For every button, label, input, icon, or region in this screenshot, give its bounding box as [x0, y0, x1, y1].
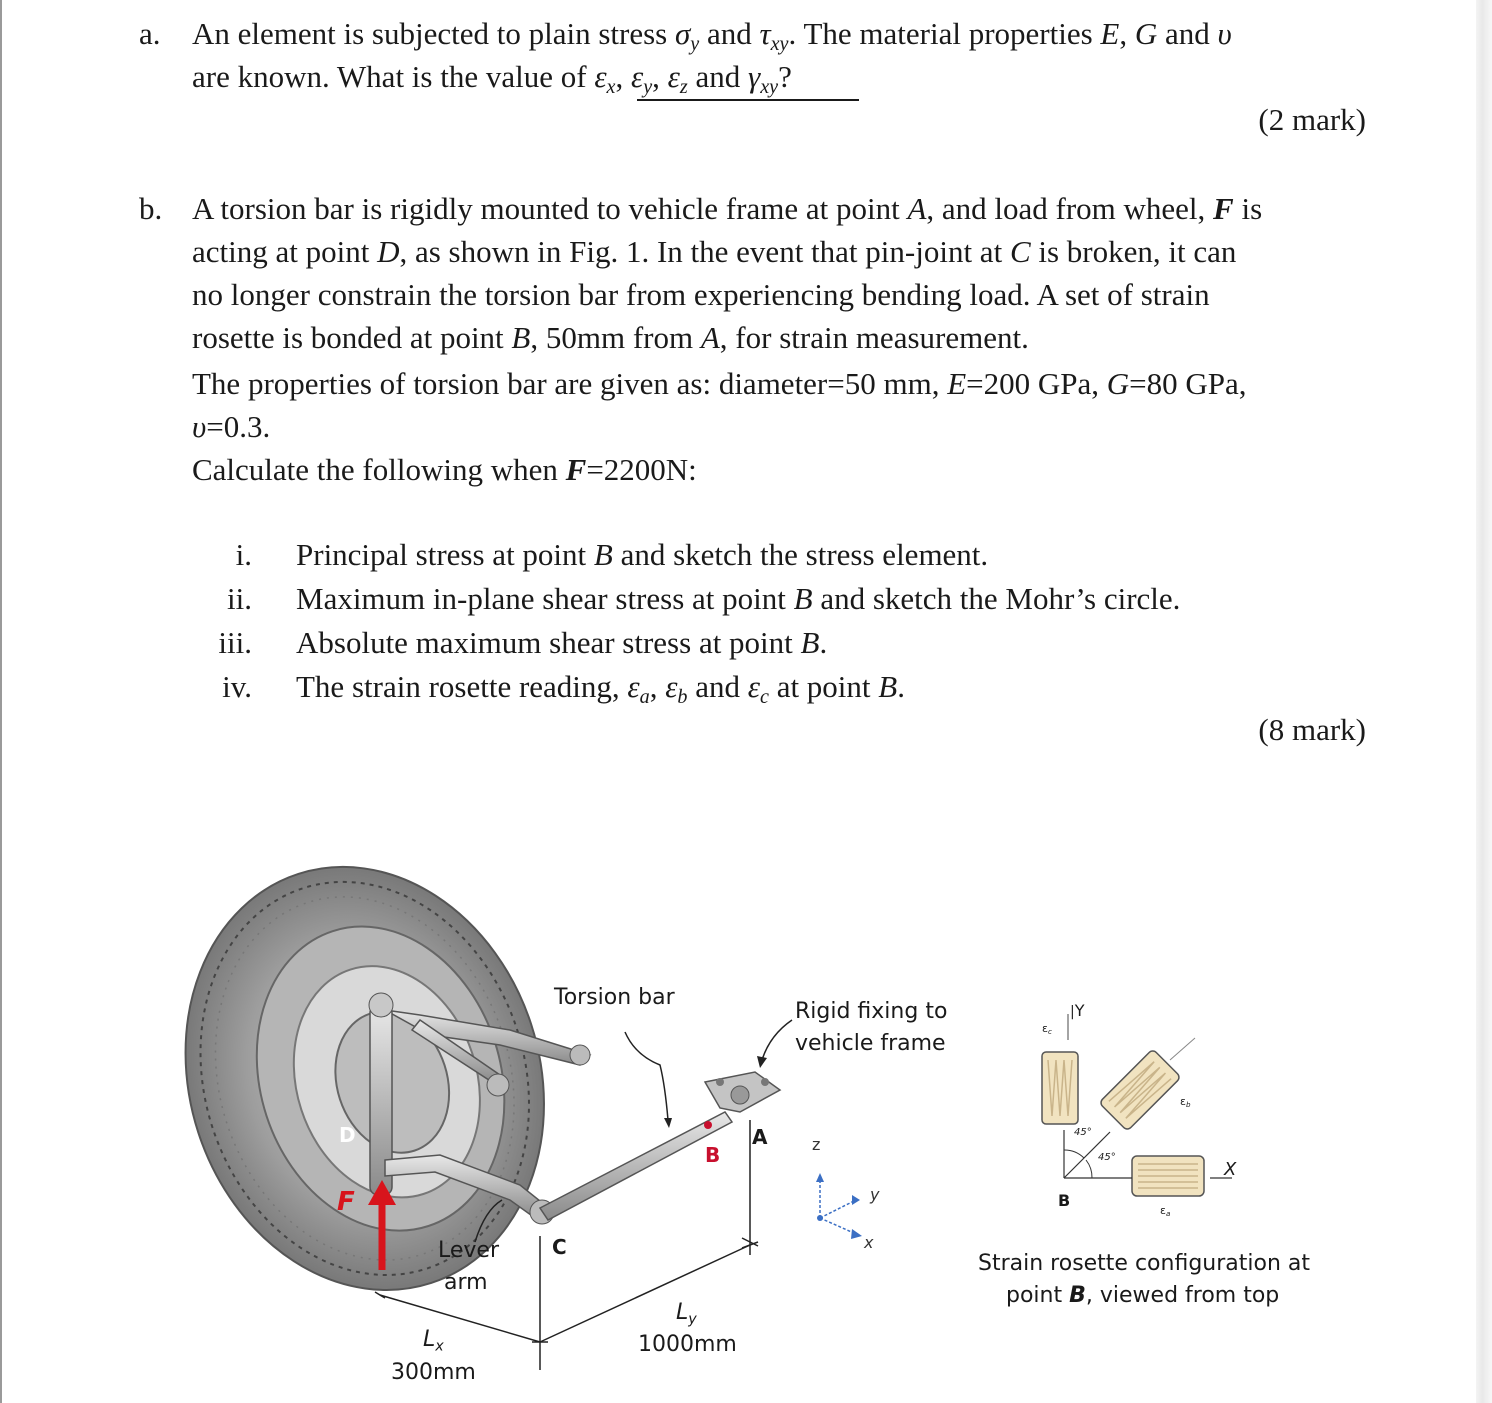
sub-question-iv: iv. The strain rosette reading, $\varepsilon_a$, $\varepsilon_b$ and $\varepsilon_c$ at point B. — [222, 669, 905, 709]
question-b-mark: (8 mark) — [1258, 712, 1366, 747]
page-right-edge — [1476, 0, 1492, 1403]
label-lever: Lever — [438, 1238, 500, 1263]
rosette-label-eb: $\varepsilon_b$ — [1180, 1095, 1191, 1110]
label-arm: arm — [444, 1270, 488, 1295]
rosette-label-ec: $\varepsilon_c$ — [1042, 1022, 1052, 1037]
label-point-c: C — [552, 1235, 567, 1259]
label-point-b: B — [705, 1143, 721, 1167]
question-a-line-2: are known. What is the value of $\varepsilon_x$, $\varepsilon_y$, $\varepsilon_z$ and $\gamma_{xy}$? — [192, 59, 792, 99]
label-axis-z: z — [812, 1135, 821, 1154]
label-lx: $L_x$ — [423, 1327, 444, 1355]
gauge-b — [1099, 1049, 1181, 1131]
strain-rosette-diagram — [1020, 1000, 1260, 1230]
question-b-para-line-4: rosette is bonded at point B, 50mm from A, for strain measurement. — [192, 320, 1029, 355]
coordinate-axes — [816, 1173, 862, 1239]
rosette-point-b: B — [1058, 1191, 1071, 1210]
label-lx-value: 300mm — [391, 1360, 476, 1385]
label-torsion-bar: Torsion bar — [554, 985, 675, 1010]
question-b-para-line-3: no longer constrain the torsion bar from experiencing bending load. A set of strain — [192, 277, 1210, 312]
label-point-a: A — [752, 1125, 768, 1149]
point-b-marker — [704, 1121, 712, 1129]
question-a-underline — [637, 99, 859, 101]
sigma-symbol: σ — [674, 16, 691, 51]
question-b-para-line-1: A torsion bar is rigidly mounted to vehicle frame at point A, and load from wheel, F is — [192, 191, 1263, 226]
sub-question-i: i. Principal stress at point B and sketch the stress element. — [235, 537, 989, 572]
label-force-f: F — [337, 1187, 355, 1217]
label-rigid-fixing-2: vehicle frame — [795, 1031, 946, 1056]
label-ly: $L_y$ — [676, 1300, 697, 1328]
rosette-axis-x: X — [1224, 1159, 1237, 1180]
rosette-angle-2: 45° — [1098, 1152, 1116, 1163]
question-b-para-line-2: acting at point D, as shown in Fig. 1. In the event that pin-joint at C is broken, it can — [192, 234, 1237, 269]
rosette-label-ea: $\varepsilon_a$ — [1160, 1204, 1171, 1219]
sub-question-iii: iii. Absolute maximum shear stress at point B. — [218, 625, 828, 660]
rosette-angle-1: 45° — [1074, 1127, 1092, 1138]
question-a-line-1: An element is subjected to plain stress $\sigma_y$ and $\tau_{xy}$. The material properties E, G and υ — [192, 16, 1232, 56]
rosette-axis-y: |Y — [1070, 1001, 1085, 1020]
rosette-caption-line-2: point B, viewed from top — [1006, 1283, 1280, 1308]
page-left-edge — [0, 0, 2, 1403]
label-rigid-fixing-1: Rigid fixing to — [795, 999, 948, 1024]
question-b-properties-line: The properties of torsion bar are given as: diameter=50 mm, E=200 GPa, G=80 GPa, — [192, 366, 1247, 401]
label-axis-y: y — [870, 1185, 880, 1204]
tau-symbol: τ — [759, 16, 771, 51]
question-b-calc-line: Calculate the following when F=2200N: — [192, 452, 697, 487]
question-a-mark: (2 mark) — [1258, 102, 1366, 137]
sub-question-ii: ii. Maximum in-plane shear stress at point B and sketch the Mohr’s circle. — [227, 581, 1181, 616]
question-a-label: a. — [139, 16, 161, 51]
poisson-symbol: υ — [1217, 16, 1232, 51]
question-b-poisson-line: υ=0.3. — [192, 409, 271, 444]
rosette-caption-line-1: Strain rosette configuration at — [978, 1251, 1310, 1276]
label-ly-value: 1000mm — [638, 1332, 737, 1357]
torsion-bar-suspension-illustration — [180, 850, 1000, 1403]
label-axis-x: x — [864, 1233, 874, 1252]
question-b-label: b. — [139, 191, 163, 226]
label-point-d: D — [339, 1123, 356, 1147]
